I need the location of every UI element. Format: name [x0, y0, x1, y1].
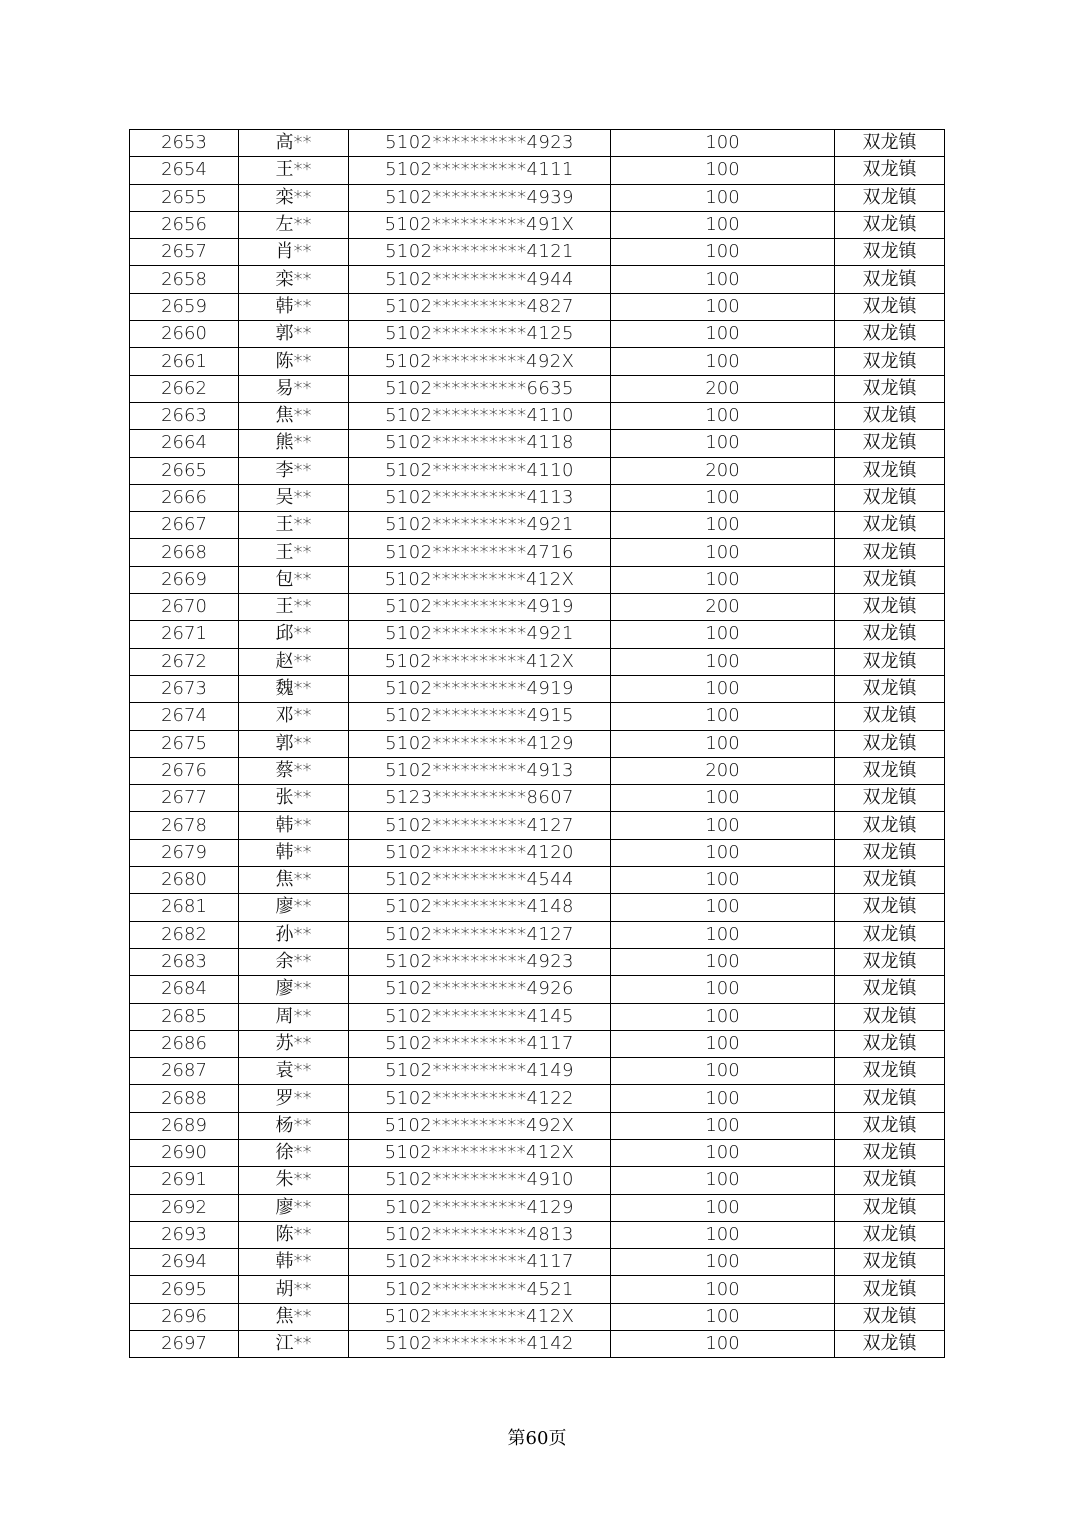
id-number-cell: 5102**********4121 [349, 239, 611, 266]
name-cell: 魏** [239, 675, 349, 702]
id-number-cell: 5102**********4813 [349, 1221, 611, 1248]
name-cell: 韩** [239, 1249, 349, 1276]
name-cell: 王** [239, 539, 349, 566]
id-number-cell: 5102**********412X [349, 1139, 611, 1166]
table-row [130, 266, 945, 293]
row-number-cell: 2686 [130, 1030, 239, 1057]
id-number-cell: 5102**********4926 [349, 976, 611, 1003]
table-row [130, 1167, 945, 1194]
table-row [130, 948, 945, 975]
town-cell: 双龙镇 [835, 1194, 945, 1221]
id-number-cell: 5102**********4127 [349, 921, 611, 948]
table-row [130, 1058, 945, 1085]
amount-cell: 100 [611, 321, 835, 348]
town-cell: 双龙镇 [835, 430, 945, 457]
name-cell: 余** [239, 948, 349, 975]
id-number-cell: 5102**********4944 [349, 266, 611, 293]
id-number-cell: 5102**********4113 [349, 484, 611, 511]
name-cell: 李** [239, 457, 349, 484]
town-cell: 双龙镇 [835, 512, 945, 539]
amount-cell: 100 [611, 621, 835, 648]
amount-cell: 100 [611, 1085, 835, 1112]
id-number-cell: 5102**********4120 [349, 839, 611, 866]
id-number-cell: 5102**********4149 [349, 1058, 611, 1085]
row-number-cell: 2661 [130, 348, 239, 375]
row-number-cell: 2683 [130, 948, 239, 975]
amount-cell: 100 [611, 1030, 835, 1057]
amount-cell: 200 [611, 757, 835, 784]
id-number-cell: 5102**********4129 [349, 1194, 611, 1221]
table-row [130, 402, 945, 429]
table-row [130, 1221, 945, 1248]
row-number-cell: 2671 [130, 621, 239, 648]
table-row [130, 921, 945, 948]
row-number-cell: 2679 [130, 839, 239, 866]
name-cell: 王** [239, 157, 349, 184]
amount-cell: 100 [611, 948, 835, 975]
row-number-cell: 2692 [130, 1194, 239, 1221]
row-number-cell: 2657 [130, 239, 239, 266]
id-number-cell: 5102**********6635 [349, 375, 611, 402]
id-number-cell: 5102**********4142 [349, 1331, 611, 1358]
amount-cell: 200 [611, 375, 835, 402]
town-cell: 双龙镇 [835, 157, 945, 184]
amount-cell: 100 [611, 867, 835, 894]
table-row [130, 976, 945, 1003]
name-cell: 赵** [239, 648, 349, 675]
name-cell: 罗** [239, 1085, 349, 1112]
name-cell: 焦** [239, 867, 349, 894]
row-number-cell: 2685 [130, 1003, 239, 1030]
id-number-cell: 5102**********4145 [349, 1003, 611, 1030]
town-cell: 双龙镇 [835, 1276, 945, 1303]
subsidy-roster-table [129, 129, 945, 1358]
row-number-cell: 2689 [130, 1112, 239, 1139]
name-cell: 韩** [239, 293, 349, 320]
name-cell: 易** [239, 375, 349, 402]
name-cell: 江** [239, 1331, 349, 1358]
id-number-cell: 5102**********4544 [349, 867, 611, 894]
id-number-cell: 5102**********4148 [349, 894, 611, 921]
name-cell: 袁** [239, 1058, 349, 1085]
town-cell: 双龙镇 [835, 594, 945, 621]
town-cell: 双龙镇 [835, 839, 945, 866]
row-number-cell: 2678 [130, 812, 239, 839]
table-row [130, 184, 945, 211]
name-cell: 孙** [239, 921, 349, 948]
id-number-cell: 5102**********412X [349, 1303, 611, 1330]
row-number-cell: 2672 [130, 648, 239, 675]
id-number-cell: 5102**********4919 [349, 675, 611, 702]
table-row [130, 457, 945, 484]
name-cell: 朱** [239, 1167, 349, 1194]
table-row [130, 812, 945, 839]
id-number-cell: 5102**********412X [349, 648, 611, 675]
town-cell: 双龙镇 [835, 867, 945, 894]
name-cell: 陈** [239, 348, 349, 375]
table-row [130, 730, 945, 757]
table-row [130, 1276, 945, 1303]
row-number-cell: 2675 [130, 730, 239, 757]
table-row [130, 157, 945, 184]
amount-cell: 100 [611, 157, 835, 184]
amount-cell: 100 [611, 1112, 835, 1139]
town-cell: 双龙镇 [835, 239, 945, 266]
town-cell: 双龙镇 [835, 348, 945, 375]
id-number-cell: 5102**********4921 [349, 512, 611, 539]
name-cell: 廖** [239, 1194, 349, 1221]
table-row [130, 211, 945, 238]
amount-cell: 100 [611, 130, 835, 157]
town-cell: 双龙镇 [835, 976, 945, 1003]
amount-cell: 100 [611, 703, 835, 730]
town-cell: 双龙镇 [835, 211, 945, 238]
row-number-cell: 2688 [130, 1085, 239, 1112]
town-cell: 双龙镇 [835, 1139, 945, 1166]
table-row [130, 839, 945, 866]
amount-cell: 100 [611, 921, 835, 948]
town-cell: 双龙镇 [835, 703, 945, 730]
table-row [130, 375, 945, 402]
table-body [130, 130, 945, 1358]
town-cell: 双龙镇 [835, 1167, 945, 1194]
name-cell: 焦** [239, 402, 349, 429]
table-row [130, 1249, 945, 1276]
row-number-cell: 2684 [130, 976, 239, 1003]
id-number-cell: 5102**********4919 [349, 594, 611, 621]
table-row [130, 430, 945, 457]
name-cell: 邱** [239, 621, 349, 648]
table-row [130, 894, 945, 921]
name-cell: 王** [239, 594, 349, 621]
name-cell: 栾** [239, 184, 349, 211]
name-cell: 韩** [239, 839, 349, 866]
row-number-cell: 2669 [130, 566, 239, 593]
id-number-cell: 5102**********4910 [349, 1167, 611, 1194]
town-cell: 双龙镇 [835, 266, 945, 293]
town-cell: 双龙镇 [835, 757, 945, 784]
amount-cell: 100 [611, 1249, 835, 1276]
amount-cell: 100 [611, 1058, 835, 1085]
town-cell: 双龙镇 [835, 1221, 945, 1248]
town-cell: 双龙镇 [835, 1303, 945, 1330]
town-cell: 双龙镇 [835, 566, 945, 593]
id-number-cell: 5102**********4923 [349, 130, 611, 157]
id-number-cell: 5102**********491X [349, 211, 611, 238]
table-row [130, 648, 945, 675]
town-cell: 双龙镇 [835, 402, 945, 429]
table-row [130, 512, 945, 539]
amount-cell: 100 [611, 730, 835, 757]
table-row [130, 1194, 945, 1221]
amount-cell: 100 [611, 430, 835, 457]
row-number-cell: 2674 [130, 703, 239, 730]
id-number-cell: 5102**********4110 [349, 402, 611, 429]
amount-cell: 100 [611, 293, 835, 320]
table-row [130, 785, 945, 812]
id-number-cell: 5102**********4125 [349, 321, 611, 348]
id-number-cell: 5102**********4827 [349, 293, 611, 320]
id-number-cell: 5102**********492X [349, 1112, 611, 1139]
id-number-cell: 5102**********4129 [349, 730, 611, 757]
name-cell: 廖** [239, 894, 349, 921]
row-number-cell: 2682 [130, 921, 239, 948]
id-number-cell: 5102**********4122 [349, 1085, 611, 1112]
town-cell: 双龙镇 [835, 1085, 945, 1112]
table-row [130, 1139, 945, 1166]
row-number-cell: 2695 [130, 1276, 239, 1303]
amount-cell: 200 [611, 457, 835, 484]
id-number-cell: 5102**********4127 [349, 812, 611, 839]
amount-cell: 100 [611, 484, 835, 511]
town-cell: 双龙镇 [835, 184, 945, 211]
name-cell: 肖** [239, 239, 349, 266]
town-cell: 双龙镇 [835, 1058, 945, 1085]
id-number-cell: 5102**********4921 [349, 621, 611, 648]
table-row [130, 566, 945, 593]
id-number-cell: 5102**********4111 [349, 157, 611, 184]
town-cell: 双龙镇 [835, 730, 945, 757]
row-number-cell: 2662 [130, 375, 239, 402]
amount-cell: 100 [611, 1331, 835, 1358]
name-cell: 胡** [239, 1276, 349, 1303]
id-number-cell: 5102**********4117 [349, 1030, 611, 1057]
name-cell: 左** [239, 211, 349, 238]
amount-cell: 100 [611, 648, 835, 675]
table-row [130, 130, 945, 157]
id-number-cell: 5102**********4521 [349, 1276, 611, 1303]
id-number-cell: 5102**********4923 [349, 948, 611, 975]
name-cell: 周** [239, 1003, 349, 1030]
town-cell: 双龙镇 [835, 1331, 945, 1358]
row-number-cell: 2697 [130, 1331, 239, 1358]
town-cell: 双龙镇 [835, 648, 945, 675]
table-row [130, 1331, 945, 1358]
name-cell: 焦** [239, 1303, 349, 1330]
name-cell: 王** [239, 512, 349, 539]
town-cell: 双龙镇 [835, 1249, 945, 1276]
amount-cell: 100 [611, 211, 835, 238]
id-number-cell: 5102**********492X [349, 348, 611, 375]
amount-cell: 100 [611, 266, 835, 293]
row-number-cell: 2666 [130, 484, 239, 511]
id-number-cell: 5102**********412X [349, 566, 611, 593]
town-cell: 双龙镇 [835, 675, 945, 702]
amount-cell: 100 [611, 402, 835, 429]
name-cell: 苏** [239, 1030, 349, 1057]
amount-cell: 100 [611, 348, 835, 375]
town-cell: 双龙镇 [835, 1112, 945, 1139]
id-number-cell: 5102**********4939 [349, 184, 611, 211]
amount-cell: 100 [611, 512, 835, 539]
row-number-cell: 2655 [130, 184, 239, 211]
row-number-cell: 2696 [130, 1303, 239, 1330]
amount-cell: 100 [611, 839, 835, 866]
table-row [130, 1030, 945, 1057]
table-row [130, 239, 945, 266]
amount-cell: 100 [611, 1003, 835, 1030]
name-cell: 张** [239, 785, 349, 812]
town-cell: 双龙镇 [835, 948, 945, 975]
town-cell: 双龙镇 [835, 539, 945, 566]
table-row [130, 293, 945, 320]
id-number-cell: 5123**********8607 [349, 785, 611, 812]
name-cell: 邓** [239, 703, 349, 730]
id-number-cell: 5102**********4915 [349, 703, 611, 730]
amount-cell: 100 [611, 566, 835, 593]
table-row [130, 1303, 945, 1330]
row-number-cell: 2665 [130, 457, 239, 484]
name-cell: 陈** [239, 1221, 349, 1248]
row-number-cell: 2676 [130, 757, 239, 784]
row-number-cell: 2668 [130, 539, 239, 566]
amount-cell: 100 [611, 675, 835, 702]
amount-cell: 100 [611, 1194, 835, 1221]
row-number-cell: 2690 [130, 1139, 239, 1166]
row-number-cell: 2656 [130, 211, 239, 238]
page-number: 第60页 [507, 1428, 567, 1449]
name-cell: 韩** [239, 812, 349, 839]
town-cell: 双龙镇 [835, 621, 945, 648]
name-cell: 栾** [239, 266, 349, 293]
table-row [130, 594, 945, 621]
row-number-cell: 2659 [130, 293, 239, 320]
table-row [130, 484, 945, 511]
id-number-cell: 5102**********4110 [349, 457, 611, 484]
id-number-cell: 5102**********4117 [349, 1249, 611, 1276]
amount-cell: 100 [611, 785, 835, 812]
name-cell: 郭** [239, 321, 349, 348]
amount-cell: 100 [611, 894, 835, 921]
town-cell: 双龙镇 [835, 894, 945, 921]
id-number-cell: 5102**********4118 [349, 430, 611, 457]
row-number-cell: 2653 [130, 130, 239, 157]
town-cell: 双龙镇 [835, 321, 945, 348]
name-cell: 包** [239, 566, 349, 593]
town-cell: 双龙镇 [835, 1030, 945, 1057]
row-number-cell: 2687 [130, 1058, 239, 1085]
town-cell: 双龙镇 [835, 785, 945, 812]
town-cell: 双龙镇 [835, 1003, 945, 1030]
table-row [130, 321, 945, 348]
row-number-cell: 2691 [130, 1167, 239, 1194]
row-number-cell: 2681 [130, 894, 239, 921]
town-cell: 双龙镇 [835, 293, 945, 320]
table-row [130, 675, 945, 702]
town-cell: 双龙镇 [835, 375, 945, 402]
row-number-cell: 2664 [130, 430, 239, 457]
amount-cell: 100 [611, 184, 835, 211]
amount-cell: 100 [611, 1139, 835, 1166]
row-number-cell: 2658 [130, 266, 239, 293]
table-row [130, 1085, 945, 1112]
amount-cell: 100 [611, 812, 835, 839]
row-number-cell: 2693 [130, 1221, 239, 1248]
id-number-cell: 5102**********4716 [349, 539, 611, 566]
table-row [130, 621, 945, 648]
table-row [130, 539, 945, 566]
town-cell: 双龙镇 [835, 130, 945, 157]
town-cell: 双龙镇 [835, 457, 945, 484]
name-cell: 廖** [239, 976, 349, 1003]
town-cell: 双龙镇 [835, 484, 945, 511]
amount-cell: 100 [611, 976, 835, 1003]
table-row [130, 757, 945, 784]
row-number-cell: 2667 [130, 512, 239, 539]
table-row [130, 1112, 945, 1139]
table-row [130, 1003, 945, 1030]
town-cell: 双龙镇 [835, 812, 945, 839]
name-cell: 郭** [239, 730, 349, 757]
row-number-cell: 2660 [130, 321, 239, 348]
name-cell: 蔡** [239, 757, 349, 784]
row-number-cell: 2670 [130, 594, 239, 621]
amount-cell: 100 [611, 1221, 835, 1248]
row-number-cell: 2680 [130, 867, 239, 894]
name-cell: 徐** [239, 1139, 349, 1166]
amount-cell: 100 [611, 239, 835, 266]
name-cell: 熊** [239, 430, 349, 457]
amount-cell: 200 [611, 594, 835, 621]
id-number-cell: 5102**********4913 [349, 757, 611, 784]
table-row [130, 348, 945, 375]
table-row [130, 867, 945, 894]
amount-cell: 100 [611, 1303, 835, 1330]
amount-cell: 100 [611, 1167, 835, 1194]
town-cell: 双龙镇 [835, 921, 945, 948]
table-row [130, 703, 945, 730]
row-number-cell: 2694 [130, 1249, 239, 1276]
amount-cell: 100 [611, 1276, 835, 1303]
name-cell: 杨** [239, 1112, 349, 1139]
name-cell: 吴** [239, 484, 349, 511]
row-number-cell: 2654 [130, 157, 239, 184]
row-number-cell: 2663 [130, 402, 239, 429]
amount-cell: 100 [611, 539, 835, 566]
name-cell: 高** [239, 130, 349, 157]
row-number-cell: 2673 [130, 675, 239, 702]
row-number-cell: 2677 [130, 785, 239, 812]
